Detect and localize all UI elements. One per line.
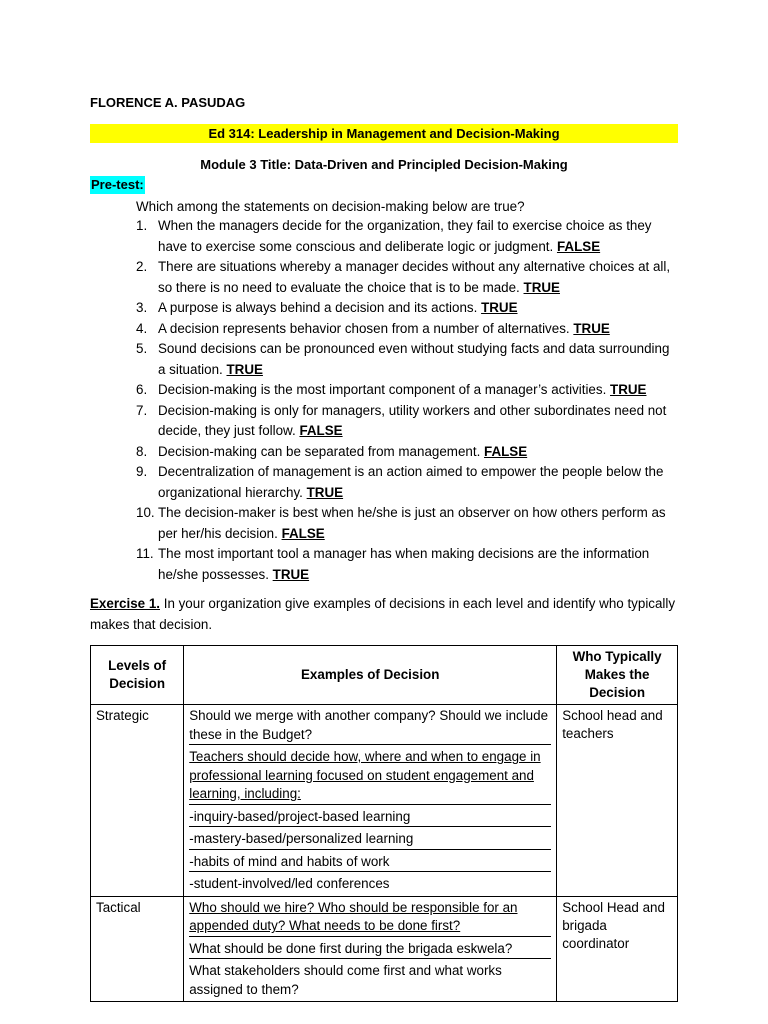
example-item: Should we merge with another company? Should we include these in the Budget? <box>189 707 551 745</box>
header-who: Who Typically Makes the Decision <box>557 646 678 705</box>
question-number: 4. <box>136 320 148 336</box>
question-text: A purpose is always behind a decision and its actions. <box>158 300 482 315</box>
who-cell: School Head and brigada coordinator <box>557 896 678 1002</box>
author-name: FLORENCE A. PASUDAG <box>90 95 246 110</box>
question-item <box>136 380 676 401</box>
question-item <box>136 339 676 380</box>
question-number: 3. <box>136 300 148 315</box>
question-answer: FALSE <box>299 423 343 438</box>
examples-cell <box>184 896 557 1002</box>
exercise-instructions <box>90 594 680 635</box>
who-cell: School head and teachers <box>557 705 678 897</box>
question-text: The most important tool a manager has when making decisions are the information he/she possesses. <box>158 546 650 582</box>
example-item: Who should we hire? Who should be responsible for an appended duty? What needs to be done first? <box>189 899 551 937</box>
exercise-label: Exercise 1. <box>90 596 160 611</box>
level-cell: Tactical <box>91 896 184 1002</box>
question-answer: FALSE <box>484 443 528 459</box>
table-row <box>91 705 678 897</box>
example-item: What stakeholders should come first and what works assigned to them? <box>189 963 502 997</box>
question-text: The decision-maker is best when he/she is just an observer on how others perform as per her/his decision. <box>158 505 666 541</box>
question-text: There are situations whereby a manager decides without any alternative choices at all, so there is no need to evaluate the choice that is to be made. <box>158 259 671 295</box>
question-item <box>136 298 676 319</box>
pretest-label: Pre-test: <box>91 177 144 192</box>
question-number: 2. <box>136 259 148 274</box>
pretest-prompt: Which among the statements on decision-making below are true? <box>136 199 525 214</box>
question-answer: TRUE <box>306 484 344 500</box>
module-title: Module 3 Title: Data-Driven and Principled Decision-Making <box>200 157 568 172</box>
examples-cell <box>184 705 557 897</box>
question-answer: TRUE <box>226 361 263 377</box>
example-item: Teachers should decide how, where and when to engage in professional learning focused on student engagement and learning, including: <box>189 748 551 805</box>
question-item <box>136 319 676 340</box>
example-item: What should be done first during the brigada eskwela? <box>189 940 551 960</box>
question-answer: FALSE <box>556 238 601 254</box>
question-text: A decision represents behavior chosen from a number of alternatives. <box>158 320 574 336</box>
question-list <box>136 216 676 585</box>
question-text: Sound decisions can be pronounced even without studying facts and data surrounding a situation. <box>158 341 670 377</box>
question-item <box>136 544 676 585</box>
question-answer: FALSE <box>281 525 325 541</box>
question-number: 10. <box>136 505 155 520</box>
question-item <box>136 462 676 503</box>
question-number: 8. <box>136 443 148 459</box>
question-item <box>136 442 676 463</box>
question-number: 7. <box>136 402 148 418</box>
question-item <box>136 257 676 298</box>
table-header-row <box>91 646 678 705</box>
question-number: 11. <box>136 546 154 561</box>
question-number: 1. <box>136 218 148 233</box>
question-text: Decision-making is only for managers, utility workers and other subordinates need not decide, they just follow. <box>158 402 667 438</box>
question-answer: TRUE <box>610 382 647 397</box>
example-item: -mastery-based/personalized learning <box>189 830 551 850</box>
question-text: When the managers decide for the organization, they fail to exercise choice as they have to exercise some conscious and deliberate logic or judgment. <box>158 218 652 254</box>
example-item: -inquiry-based/project-based learning <box>189 808 551 828</box>
course-title: Ed 314: Leadership in Management and Decision-Making <box>90 124 678 143</box>
question-item <box>136 503 676 544</box>
question-text: Decision-making is the most important component of a manager’s activities. <box>158 382 611 397</box>
exercise-text: In your organization give examples of decisions in each level and identify who typically makes that decision. <box>90 596 676 632</box>
question-answer: TRUE <box>573 320 610 336</box>
question-item <box>136 216 676 257</box>
header-levels: Levels of Decision <box>91 646 184 705</box>
question-number: 9. <box>136 464 148 479</box>
decision-table <box>90 645 678 1002</box>
question-number: 5. <box>136 341 148 356</box>
level-cell: Strategic <box>91 705 184 897</box>
question-answer: TRUE <box>272 566 310 582</box>
example-item: -student-involved/led conferences <box>189 876 390 891</box>
question-number: 6. <box>136 382 148 397</box>
question-item <box>136 401 676 442</box>
example-item: -habits of mind and habits of work <box>189 853 551 873</box>
question-text: Decentralization of management is an action aimed to empower the people below the organizational hierarchy. <box>158 464 664 500</box>
table-row <box>91 896 678 1002</box>
header-examples: Examples of Decision <box>184 646 557 705</box>
question-text: Decision-making can be separated from management. <box>158 443 485 459</box>
question-answer: TRUE <box>523 279 560 295</box>
question-answer: TRUE <box>481 300 518 315</box>
